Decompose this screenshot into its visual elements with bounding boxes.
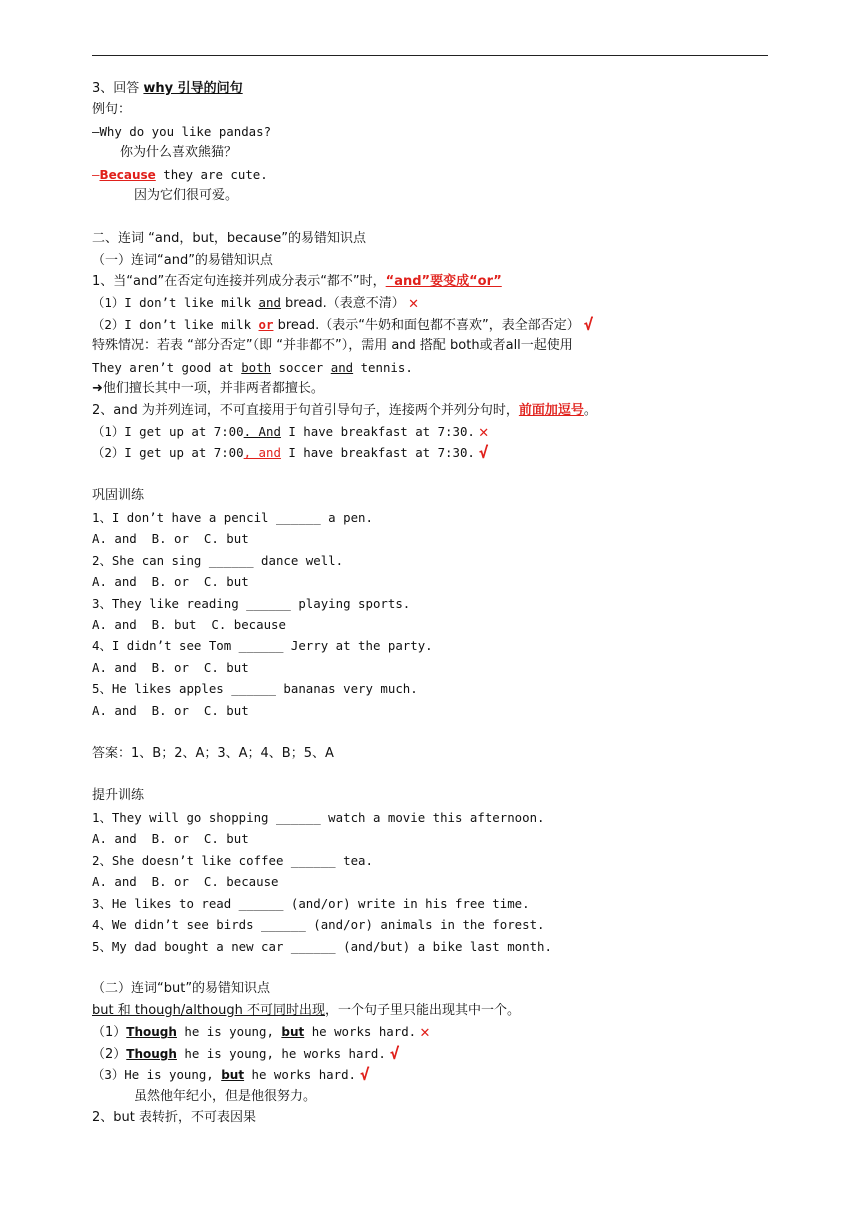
- practice1-item: 1、I don’t have a pencil ______ a pen.: [92, 509, 373, 525]
- ex1-part-b: bread.（表意不清）: [280, 296, 405, 312]
- sub1-title: （一）连词“and”的易错知识点: [92, 252, 273, 268]
- special-explain: ➜他们擅长其中一项，并非两者都擅长。: [92, 381, 324, 397]
- sub2-rule1: [92, 1000, 768, 1021]
- rule2-end: 。: [583, 402, 597, 418]
- blank-line: [92, 207, 768, 228]
- cross-icon: ✕: [478, 422, 489, 441]
- blank-line: [92, 764, 768, 785]
- ex2-keyword: or: [258, 316, 274, 332]
- example-label: 例句：: [92, 102, 132, 118]
- sub2-example1: [92, 1021, 768, 1042]
- title-keyword: why 引导的问句: [143, 81, 243, 96]
- practice1-options: A. and B. or C. but: [92, 531, 249, 547]
- rule2-example2: [92, 442, 768, 463]
- ex-keyword-but: but: [221, 1068, 245, 1083]
- sp-both: both: [241, 359, 272, 375]
- sub2-rule2: 2、but 表转折，不可表因果: [92, 1110, 256, 1125]
- part2-title: 二、连词 “and，but，because”的易错知识点: [92, 231, 367, 247]
- ex2-part-b: bread.（表示“牛奶和面包都不喜欢”，表全部否定）: [273, 317, 580, 333]
- practice2-item: 1、They will go shopping ______ watch a movie this afternoon.: [92, 809, 545, 825]
- question-cn: 你为什么喜欢熊猫？: [120, 145, 238, 161]
- check-icon: √: [583, 314, 594, 334]
- special-example: [92, 357, 768, 378]
- practice2-options: A. and B. or C. but: [92, 831, 249, 847]
- ex-keyword-though: Though: [126, 1025, 177, 1040]
- r2ex2-part-b: I have breakfast at 7:30.: [280, 445, 475, 461]
- practice1-options: A. and B. or C. but: [92, 574, 249, 590]
- r2ex1-keyword: . And: [243, 424, 281, 439]
- practice2-item: 5、My dad bought a new car ______ (and/but) a bike last month.: [92, 938, 552, 954]
- rule1-highlight: “and”要变成“or”: [385, 273, 502, 289]
- practice1-options: A. and B. but C. because: [92, 616, 286, 632]
- practice1-answer: 答案：1、B；2、A；3、A；4、B；5、A: [92, 745, 334, 761]
- rule1-example1: [92, 292, 768, 313]
- r2ex1-part-a: （1）I get up at 7:00: [92, 424, 244, 439]
- ex-end: he works hard.: [244, 1067, 356, 1083]
- practice2-item: 2、She doesn’t like coffee ______ tea.: [92, 852, 373, 868]
- ex-keyword-though: Though: [126, 1046, 177, 1061]
- ex-end: he is young, he works hard.: [176, 1045, 386, 1061]
- answer-keyword: Because: [99, 167, 156, 182]
- practice1-title: 巩固训练: [92, 488, 145, 504]
- answer-rest: they are cute.: [155, 166, 268, 182]
- ex1-keyword: and: [258, 295, 281, 311]
- question-en: —Why do you like pandas?: [92, 123, 272, 139]
- ex2-part-a: （2）I don’t like milk: [92, 316, 259, 332]
- practice1-item: 4、I didn’t see Tom ______ Jerry at the party.: [92, 638, 433, 654]
- rule2-text: 2、and 为并列连词，不可直接用于句首引导句子，连接两个并列分句时，: [92, 402, 519, 418]
- ex-mid: he is young,: [176, 1024, 282, 1040]
- r2ex2-keyword: , and: [243, 445, 281, 461]
- practice2-options: A. and B. or C. because: [92, 874, 279, 890]
- r2ex1-part-b: I have breakfast at 7:30.: [280, 424, 475, 439]
- r2ex2-part-a: （2）I get up at 7:00: [92, 445, 244, 461]
- rule2-highlight: 前面加逗号: [518, 402, 584, 418]
- rule1-text: 1、当“and”在否定句连接并列成分表示“都不”时，: [92, 273, 386, 289]
- document-body: [92, 78, 768, 1128]
- blank-line: [92, 957, 768, 978]
- sp-part-c: tennis.: [353, 359, 413, 375]
- ex-start: （3）He is young,: [92, 1067, 222, 1083]
- cross-icon: ✕: [408, 293, 419, 313]
- answer-dash: —: [92, 166, 100, 182]
- rule1-example2: [92, 314, 768, 335]
- ex-number: （1）: [92, 1025, 127, 1041]
- ex-end: he works hard.: [304, 1024, 417, 1040]
- sub2-title: （二）连词“but”的易错知识点: [92, 981, 271, 997]
- rule2-example1: [92, 421, 768, 442]
- practice1-options: A. and B. or C. but: [92, 659, 249, 675]
- sub2-example-cn: 虽然他年纪小，但是他很努力。: [134, 1088, 317, 1104]
- section-3-title: [92, 78, 768, 99]
- practice1-item: 2、She can sing ______ dance well.: [92, 552, 344, 568]
- ex-keyword-but: but: [281, 1025, 305, 1040]
- special-case: 特殊情况：若表 “部分否定”（即 “并非都不”），需用 and 搭配 both或者all一起使用: [92, 338, 573, 354]
- practice2-item: 3、He likes to read ______ (and/or) write in his free time.: [92, 895, 530, 911]
- practice2-title: 提升训练: [92, 788, 145, 804]
- answer-cn: 因为它们很可爱。: [134, 188, 239, 204]
- check-icon: √: [478, 443, 489, 463]
- title-prefix: 3、回答: [92, 81, 144, 96]
- rule1: [92, 271, 768, 292]
- check-icon: √: [360, 1065, 370, 1085]
- sub2-rule1-underlined: but 和 though/although 不可同时出现: [92, 1002, 325, 1018]
- sp-part-a: They aren’t good at: [92, 359, 242, 375]
- ex-number: （2）: [92, 1046, 127, 1062]
- check-icon: √: [389, 1043, 400, 1063]
- sp-and: and: [330, 359, 354, 375]
- practice1-options: A. and B. or C. but: [92, 702, 249, 718]
- blank-line: [92, 721, 768, 742]
- header-rule: [92, 55, 768, 56]
- cross-icon: ✕: [420, 1022, 430, 1042]
- practice1-item: 3、They like reading ______ playing sports.: [92, 595, 411, 611]
- sub2-rule1-rest: ，一个句子里只能出现其中一个。: [325, 1002, 521, 1018]
- practice2-item: 4、We didn’t see birds ______ (and/or) animals in the forest.: [92, 917, 545, 933]
- practice1-item: 5、He likes apples ______ bananas very much.: [92, 681, 418, 697]
- answer-en: [92, 164, 768, 185]
- sub2-example2: [92, 1043, 768, 1064]
- ex1-part-a: （1）I don’t like milk: [92, 295, 259, 311]
- sp-part-b: soccer: [271, 359, 331, 375]
- blank-line: [92, 464, 768, 485]
- rule2: [92, 400, 768, 421]
- sub2-example3: [92, 1064, 768, 1085]
